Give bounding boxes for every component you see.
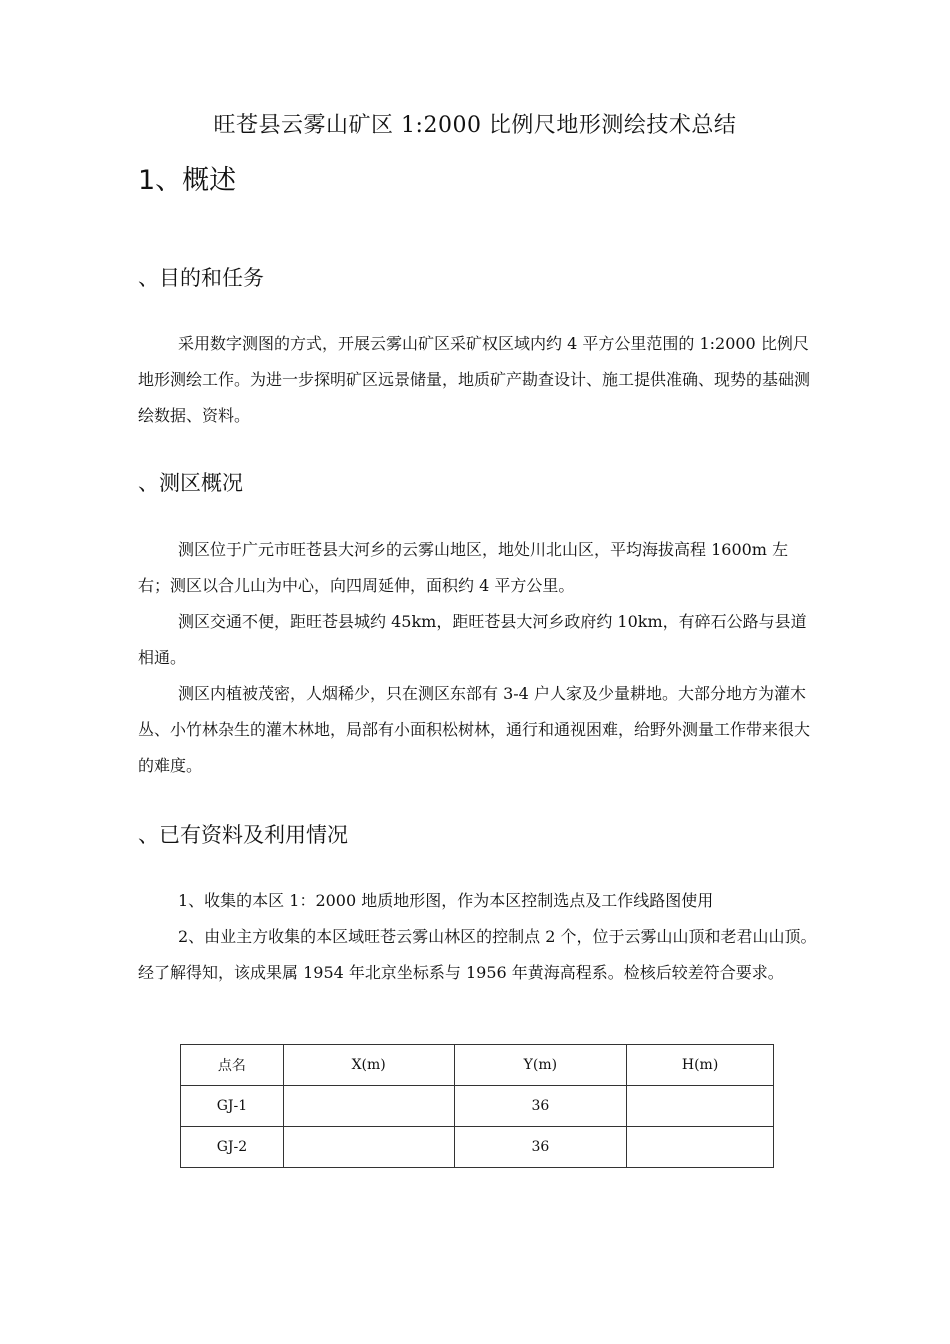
- table-cell: [627, 1086, 774, 1127]
- paragraph-area-traffic: 测区交通不便，距旺苍县城约 45km，距旺苍县大河乡政府约 10km，有碎石公路与县道相通。: [138, 612, 807, 667]
- paragraph-purpose: 采用数字测图的方式，开展云雾山矿区采矿权区域内约 4 平方公里范围的 1:2000 比例尺地形测绘工作。为进一步探明矿区远景储量，地质矿产勘查设计、施工提供准确、现势的基础测绘数据、资料。: [138, 334, 811, 425]
- table-header-cell: 点名: [181, 1045, 284, 1086]
- table-cell: GJ-2: [181, 1127, 284, 1168]
- section-heading-overview: 1、概述: [138, 165, 237, 196]
- subsection-heading-purpose: 、目的和任务: [138, 266, 264, 290]
- table-cell: [283, 1127, 454, 1168]
- table-header-cell: X(m): [283, 1045, 454, 1086]
- table-cell: [627, 1127, 774, 1168]
- paragraph-area-location: 测区位于广元市旺苍县大河乡的云雾山地区，地处川北山区，平均海拔高程 1600m 左右；测区以合儿山为中心，向四周延伸，面积约 4 平方公里。: [138, 540, 789, 595]
- table-header-row: [181, 1045, 774, 1086]
- table-cell: 36: [454, 1127, 627, 1168]
- table-cell: GJ-1: [181, 1086, 284, 1127]
- table-header-cell: H(m): [627, 1045, 774, 1086]
- paragraph-data-control-points: 2、由业主方收集的本区域旺苍云雾山林区的控制点 2 个，位于云雾山山顶和老君山山顶。经了解得知，该成果属 1954 年北京坐标系与 1956 年黄海高程系。检核后较差符合要求。: [138, 927, 817, 982]
- document-title: 旺苍县云雾山矿区 1:2000 比例尺地形测绘技术总结: [213, 113, 737, 138]
- control-point-table: [180, 1044, 774, 1168]
- table-row: [181, 1086, 774, 1127]
- table-header-cell: Y(m): [454, 1045, 627, 1086]
- subsection-heading-existing-data: 、已有资料及利用情况: [138, 823, 348, 847]
- table-cell: [283, 1086, 454, 1127]
- subsection-heading-area: 、测区概况: [138, 471, 243, 495]
- table-row: [181, 1127, 774, 1168]
- paragraph-area-vegetation: 测区内植被茂密，人烟稀少，只在测区东部有 3-4 户人家及少量耕地。大部分地方为灌木丛、小竹林杂生的灌木林地，局部有小面积松树林，通行和通视困难，给野外测量工作带来很大的难度。: [138, 684, 811, 775]
- paragraph-data-map: 1、收集的本区 1：2000 地质地形图，作为本区控制选点及工作线路图使用: [178, 891, 714, 910]
- table-cell: 36: [454, 1086, 627, 1127]
